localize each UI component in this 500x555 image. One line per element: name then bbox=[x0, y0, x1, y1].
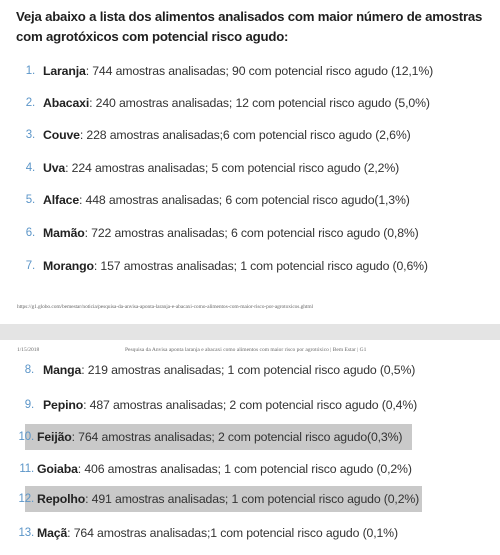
item-number: 12. bbox=[18, 493, 34, 505]
page-separator bbox=[0, 324, 500, 340]
list-heading: Veja abaixo a lista dos alimentos analisados com maior número de amostras com agrotóxicos com potencial risco agudo: bbox=[16, 9, 483, 44]
item-details: : 764 amostras analisadas;1 com potencial risco agudo (0,1%) bbox=[67, 526, 398, 540]
item-name: Alface bbox=[43, 193, 80, 207]
item-number: 2. bbox=[25, 97, 35, 109]
item-number: 1. bbox=[25, 65, 35, 77]
item-details: : 764 amostras analisadas; 2 com potencial risco agudo(0,3%) bbox=[71, 430, 403, 444]
document-page-2 bbox=[0, 340, 500, 555]
print-date: 1/15/2018 bbox=[17, 347, 40, 353]
item-name: Morango bbox=[43, 259, 94, 273]
source-url[interactable]: https://g1.globo.com/bemestar/noticia/pesquisa-da-anvisa-aponta-laranja-e-abacaxi-como-alimentos-com-maior-risco-por-agrotoxicos.ghtml bbox=[17, 304, 313, 310]
item-details: : 487 amostras analisadas; 2 com potencial risco agudo (0,4%) bbox=[83, 398, 418, 412]
item-number: 4. bbox=[25, 162, 35, 174]
item-details: : 228 amostras analisadas;6 com potencial risco agudo (2,6%) bbox=[79, 128, 411, 142]
item-details: : 744 amostras analisadas; 90 com potencial risco agudo (12,1%) bbox=[85, 64, 434, 78]
item-number: 8. bbox=[24, 364, 34, 376]
item-name: Abacaxi bbox=[43, 96, 90, 110]
item-details: : 240 amostras analisadas; 12 com potencial risco agudo (5,0%) bbox=[89, 96, 430, 110]
item-name: Pepino bbox=[43, 398, 84, 412]
item-name: Manga bbox=[43, 363, 82, 377]
item-name: Couve bbox=[43, 128, 80, 142]
item-name: Feijão bbox=[37, 430, 72, 444]
item-details: : 491 amostras analisadas; 1 com potencial risco agudo (0,2%) bbox=[85, 492, 420, 506]
item-name: Mamão bbox=[43, 226, 85, 240]
item-number: 5. bbox=[25, 194, 35, 206]
item-details: : 448 amostras analisadas; 6 com potencial risco agudo(1,3%) bbox=[79, 193, 410, 207]
item-details: : 406 amostras analisadas; 1 com potencial risco agudo (0,2%) bbox=[77, 462, 412, 476]
item-name: Laranja bbox=[43, 64, 86, 78]
item-name: Uva bbox=[43, 161, 66, 175]
item-number: 7. bbox=[25, 260, 35, 272]
item-name: Repolho bbox=[37, 492, 86, 506]
print-page-title: Pesquisa da Anvisa aponta laranja e abacaxi como alimentos com maior risco por agrotóxico | Bem Estar | G1 bbox=[125, 347, 367, 353]
item-name: Maçã bbox=[37, 526, 68, 540]
item-number: 10. bbox=[18, 431, 34, 443]
item-details: : 722 amostras analisadas; 6 com potencial risco agudo (0,8%) bbox=[84, 226, 419, 240]
item-number: 11. bbox=[19, 463, 34, 475]
item-number: 13. bbox=[18, 527, 34, 539]
item-details: : 157 amostras analisadas; 1 com potencial risco agudo (0,6%) bbox=[93, 259, 428, 273]
item-details: : 219 amostras analisadas; 1 com potencial risco agudo (0,5%) bbox=[81, 363, 416, 377]
item-details: : 224 amostras analisadas; 5 com potencial risco agudo (2,2%) bbox=[65, 161, 400, 175]
item-number: 9. bbox=[24, 399, 34, 411]
item-number: 6. bbox=[25, 227, 35, 239]
item-name: Goiaba bbox=[37, 462, 78, 476]
item-number: 3. bbox=[25, 129, 35, 141]
